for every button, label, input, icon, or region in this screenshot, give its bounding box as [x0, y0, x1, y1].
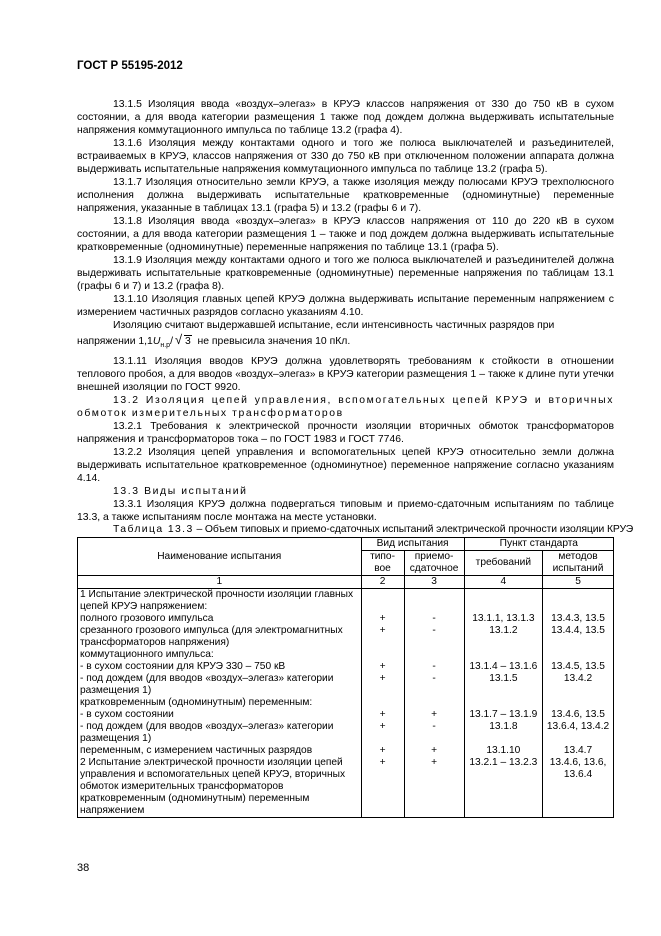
- table-row: [78, 721, 614, 745]
- cell-accept: -: [404, 721, 464, 745]
- col-number: 1: [78, 576, 362, 589]
- table-row: [78, 625, 614, 649]
- paragraph-pd-criterion: Изоляцию считают выдержавшей испытание, если интенсивность частичных разрядов при: [113, 320, 555, 331]
- cell-type: +: [361, 745, 404, 757]
- paragraph-13-2-2: 13.2.2 Изоляция цепей управления и вспомогательных цепей КРУЭ относительно земли должна выдерживать испытательное кратковременное (одноминутное) переменное напряжение согласно указаниям 4.14.: [77, 447, 614, 485]
- cell-name: - под дождем (для вводов «воздух–элегаз» категории размещения 1): [78, 721, 362, 745]
- cell-req: 13.1.10: [464, 745, 542, 757]
- cell-methods: [543, 697, 614, 709]
- cell-methods: 13.4.4, 13.5: [543, 625, 614, 649]
- cell-req: 13.2.1 – 13.2.3: [464, 757, 542, 818]
- table-row: [78, 613, 614, 625]
- cell-methods: 13.4.6, 13.6, 13.6.4: [543, 757, 614, 818]
- cell-req: [464, 697, 542, 709]
- paragraph-13-3-1: 13.3.1 Изоляция КРУЭ должна подвергаться типовым и приемо-сдаточным испытаниям по таблице 13.3, а также испытаниям после монтажа на месте установки.: [77, 499, 614, 524]
- header-type: типо-вое: [361, 551, 404, 576]
- paragraph-13-2-1: 13.2.1 Требования к электрической прочности изоляции вторичных обмоток трансформаторов напряжения и трансформаторов тока – по ГОСТ 1983 и ГОСТ 7746.: [77, 421, 614, 446]
- cell-req: 13.1.1, 13.1.3: [464, 613, 542, 625]
- cell-name: кратковременным (одноминутным) переменным:: [78, 697, 362, 709]
- cell-name: коммутационного импульса:: [78, 649, 362, 661]
- table-row: [78, 589, 614, 614]
- table-caption-label: Таблица 13.3: [113, 524, 194, 536]
- radical-icon: √: [174, 332, 183, 347]
- paragraph-13-1-8: 13.1.8 Изоляция ввода «воздух–элегаз» в КРУЭ классов напряжения от 110 до 220 кВ в сухом состоянии, а для ввода категории размещения 1 – также и под дождем должна выдерживать испытательные кратковременные (одноминутные) переменные напряжения по таблице 13.1 (графа 5).: [77, 216, 614, 253]
- cell-accept: -: [404, 625, 464, 649]
- cell-name: полного грозового импульса: [78, 613, 362, 625]
- table-row: [78, 649, 614, 661]
- formula-var: U: [152, 336, 161, 347]
- cell-type: +: [361, 661, 404, 673]
- cell-type: +: [361, 613, 404, 625]
- formula-suffix: не превысила значения 10 пКл.: [197, 336, 351, 347]
- cell-req: 13.1.2: [464, 625, 542, 649]
- cell-methods: 13.4.7: [543, 745, 614, 757]
- paragraph-13-1-5: 13.1.5 Изоляция ввода «воздух–элегаз» в КРУЭ классов напряжения от 330 до 750 кВ в сухом состоянии, а для ввода категории размещения 1 также под дождем должна выдерживать испытательные напряжения коммутационного импульса по таблице 13.2 (графа 4).: [77, 99, 614, 136]
- paragraph-13-1-9: 13.1.9 Изоляция между контактами одного и того же полюса выключателей и разъединителей должна выдерживать испытательные кратковременные (одноминутные) переменные напряжения по таблицам 13.1 (графы 6 и 7) и 13.2 (графа 8).: [77, 255, 614, 292]
- header-name: Наименование испытания: [78, 538, 362, 576]
- cell-req: 13.1.4 – 13.1.6: [464, 661, 542, 673]
- cell-name: - в сухом состоянии: [78, 709, 362, 721]
- table-row: [78, 697, 614, 709]
- document-body: [77, 98, 634, 818]
- page-number: 38: [77, 862, 90, 874]
- cell-methods: [543, 589, 614, 614]
- cell-methods: 13.6.4, 13.4.2: [543, 721, 614, 745]
- paragraph-13-1-6: 13.1.6 Изоляция между контактами одного и того же полюса выключателей и разъединителей, встраиваемых в КРУЭ, классов напряжения от 330 до 750 кВ при отключенном положении аппарата должна выдерживать испытательные напряжения коммутационного импульса по таблице 13.2 (графа 5).: [77, 138, 614, 175]
- formula-subscript: н.р: [160, 342, 171, 350]
- cell-type: +: [361, 721, 404, 745]
- tests-table: [77, 537, 614, 818]
- cell-type: [361, 697, 404, 709]
- table-row: [78, 661, 614, 673]
- cell-req: [464, 589, 542, 614]
- paragraph-13-1-11: 13.1.11 Изоляция вводов КРУЭ должна удовлетворять требованиям к стойкости в отношении теплового пробоя, а для вводов «воздух–элегаз» в КРУЭ категории размещения 1 – также к длине пути утечки внешней изоляции по ГОСТ 9920.: [77, 356, 614, 394]
- cell-type: +: [361, 757, 404, 818]
- table-row: [78, 709, 614, 721]
- cell-accept: +: [404, 757, 464, 818]
- paragraph-13-1-7: 13.1.7 Изоляция относительно земли КРУЭ, а также изоляция между полюсами КРУЭ трехполюсного исполнения должна выдерживать испытательные кратковременные (одноминутные) переменные напряжения, указанные в таблицах 13.1 (графа 5) и 13.2 (графы 6 и 7).: [77, 177, 614, 214]
- cell-name: 1 Испытание электрической прочности изоляции главных цепей КРУЭ напряжением:: [78, 589, 362, 614]
- table-caption-text: – Объем типовых и приемо-сдаточных испытаний электрической прочности изоляции КРУЭ: [193, 524, 634, 536]
- col-number: 4: [464, 576, 542, 589]
- square-root: [174, 332, 192, 348]
- header-requirements: требований: [464, 551, 542, 576]
- table-caption: [77, 524, 634, 536]
- cell-name: - под дождем (для вводов «воздух–элегаз» категории размещения 1): [78, 673, 362, 697]
- cell-methods: 13.4.3, 13.5: [543, 613, 614, 625]
- col-number: 5: [543, 576, 614, 589]
- cell-type: +: [361, 625, 404, 649]
- header-clause: Пункт стандарта: [464, 538, 613, 551]
- cell-accept: -: [404, 673, 464, 697]
- col-number: 3: [404, 576, 464, 589]
- cell-accept: [404, 697, 464, 709]
- cell-accept: [404, 649, 464, 661]
- cell-name: срезанного грозового импульса (для электромагнитных трансформаторов напряжения): [78, 625, 362, 649]
- cell-type: [361, 649, 404, 661]
- col-number: 2: [361, 576, 404, 589]
- cell-name: - в сухом состоянии для КРУЭ 330 – 750 кВ: [78, 661, 362, 673]
- cell-methods: 13.4.2: [543, 673, 614, 697]
- header-kind: Вид испытания: [361, 538, 464, 551]
- cell-req: 13.1.5: [464, 673, 542, 697]
- square-root-value: 3: [184, 336, 191, 347]
- cell-accept: [404, 589, 464, 614]
- document-code: ГОСТ Р 55195-2012: [77, 60, 183, 72]
- table-row: [78, 745, 614, 757]
- paragraph-13-1-10: 13.1.10 Изоляция главных цепей КРУЭ должна выдерживать испытание переменным напряжением с измерением частичных разрядов согласно указаниям 4.10.: [77, 294, 614, 318]
- table-body: [78, 589, 614, 818]
- section-heading-13-2: 13.2 Изоляция цепей управления, вспомогательных цепей КРУЭ и вторичных обмоток измерительных трансформаторов: [77, 395, 614, 420]
- cell-type: +: [361, 709, 404, 721]
- cell-methods: [543, 649, 614, 661]
- cell-accept: -: [404, 613, 464, 625]
- cell-req: 13.1.7 – 13.1.9: [464, 709, 542, 721]
- cell-req: [464, 649, 542, 661]
- cell-accept: +: [404, 709, 464, 721]
- header-accept: приемо-сдаточное: [404, 551, 464, 576]
- formula-line: напряжении $1,1U_{н.р}/$ √ 3 не превысила значения 10 пКл.: [77, 332, 351, 350]
- table-row: [78, 673, 614, 697]
- cell-type: [361, 589, 404, 614]
- cell-methods: 13.4.5, 13.5: [543, 661, 614, 673]
- cell-name: переменным, с измерением частичных разрядов: [78, 745, 362, 757]
- formula-prefix: напряжении 1,1: [77, 336, 153, 347]
- cell-accept: -: [404, 661, 464, 673]
- cell-type: +: [361, 673, 404, 697]
- cell-name: 2 Испытание электрической прочности изоляции цепей управления и вспомогательных цепей КРУЭ, вторичных обмоток измерительных трансформаторов кратковременным (одноминутным) переменным напряжением: [78, 757, 362, 818]
- section-heading-13-3: 13.3 Виды испытаний: [113, 486, 248, 498]
- header-methods: методов испытаний: [543, 551, 614, 576]
- cell-methods: 13.4.6, 13.5: [543, 709, 614, 721]
- table-row: [78, 757, 614, 818]
- cell-req: 13.1.8: [464, 721, 542, 745]
- cell-accept: +: [404, 745, 464, 757]
